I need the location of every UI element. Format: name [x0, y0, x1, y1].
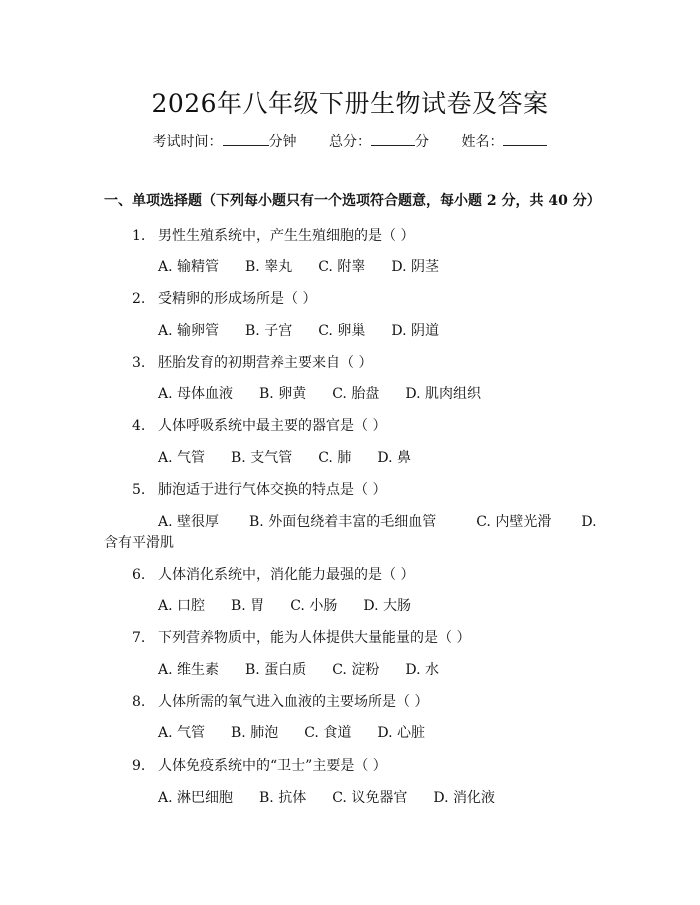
question [132, 755, 387, 775]
exam-meta [0, 131, 700, 151]
score-blank[interactable] [371, 131, 415, 146]
question-number: 2. [132, 291, 146, 307]
option[interactable]: B. 支气管 [231, 450, 293, 466]
option[interactable]: B. 子宫 [245, 323, 293, 339]
score-field [329, 134, 433, 150]
option[interactable]: C. 胎盘 [332, 386, 380, 402]
option[interactable]: C. 肺 [318, 450, 352, 466]
option[interactable]: A. 维生素 [158, 662, 220, 678]
question-number: 3. [132, 355, 146, 371]
option[interactable]: D. [581, 514, 597, 530]
option[interactable]: C. 卵巢 [318, 323, 366, 339]
option[interactable]: C. 附睾 [318, 259, 366, 275]
question-options [158, 511, 597, 531]
option[interactable]: B. 肺泡 [231, 725, 279, 741]
option[interactable]: D. 大肠 [363, 598, 411, 614]
option[interactable]: A. 气管 [158, 450, 206, 466]
question-options [158, 595, 437, 615]
question-number: 8. [132, 694, 146, 710]
question-text: 肺泡适于进行气体交换的特点是（ ） [158, 482, 387, 498]
option[interactable]: D. 阴茎 [391, 259, 439, 275]
time-unit: 分钟 [268, 134, 297, 150]
score-unit: 分 [415, 134, 429, 150]
option[interactable]: B. 睾丸 [245, 259, 293, 275]
option[interactable]: B. 蛋白质 [245, 662, 307, 678]
option[interactable]: B. 卵黄 [259, 386, 307, 402]
page-title: 2026年八年级下册生物试卷及答案 [151, 89, 549, 118]
score-label: 总分： [329, 134, 371, 150]
question [132, 479, 386, 499]
name-field [461, 134, 547, 150]
option[interactable]: D. 鼻 [377, 450, 411, 466]
option[interactable]: A. 气管 [158, 725, 206, 741]
question-number: 6. [132, 567, 146, 583]
option[interactable]: C. 淀粉 [332, 662, 380, 678]
option[interactable]: A. 母体血液 [158, 386, 234, 402]
section-heading: 一、单项选择题（下列每小题只有一个选项符合题意，每小题 2 分，共 40 分） [104, 193, 601, 209]
question-options [158, 787, 521, 807]
name-label: 姓名： [461, 134, 504, 150]
question-text: 人体消化系统中，消化能力最强的是（ ） [158, 567, 415, 583]
option[interactable]: A. 壁很厚 [158, 514, 220, 530]
question-number: 5. [132, 482, 146, 498]
question-text: 人体呼吸系统中最主要的器官是（ ） [158, 418, 387, 434]
question [132, 415, 386, 435]
question-text: 下列营养物质中，能为人体提供大量能量的是（ ） [158, 630, 471, 646]
option[interactable]: D. 水 [405, 662, 439, 678]
question-options [158, 447, 437, 467]
time-field [153, 134, 301, 150]
question [132, 564, 414, 584]
option[interactable]: B. 胃 [231, 598, 265, 614]
question-number: 1. [132, 228, 146, 244]
question [132, 627, 470, 647]
option[interactable]: B. 抗体 [259, 790, 307, 806]
question-text: 胚胎发育的初期营养主要来自（ ） [158, 355, 373, 371]
question [132, 691, 428, 711]
option[interactable]: B. 外面包绕着丰富的毛细血管 [249, 514, 437, 530]
option[interactable]: C. 食道 [304, 725, 352, 741]
question [132, 352, 372, 372]
option[interactable]: C. 内壁光滑 [476, 514, 552, 530]
option[interactable]: A. 淋巴细胞 [158, 790, 234, 806]
question-text: 男性生殖系统中，产生生殖细胞的是（ ） [158, 228, 415, 244]
option[interactable]: D. 消化液 [433, 790, 495, 806]
option[interactable]: A. 口腔 [158, 598, 206, 614]
option[interactable]: C. 议免器官 [332, 790, 408, 806]
option[interactable]: D. 心脏 [377, 725, 425, 741]
option[interactable]: A. 输精管 [158, 259, 220, 275]
question-options [158, 320, 465, 340]
question [132, 288, 316, 308]
question-options [158, 659, 465, 679]
question-text: 人体免疫系统中的“卫士”主要是（ ） [158, 758, 387, 774]
question-number: 7. [132, 630, 146, 646]
option[interactable]: A. 输卵管 [158, 323, 220, 339]
question-options [158, 383, 507, 403]
question [132, 225, 414, 245]
option-continuation: 含有平滑肌 [104, 535, 174, 551]
question-options [158, 722, 451, 742]
time-blank[interactable] [223, 131, 269, 146]
question-text: 人体所需的氧气进入血液的主要场所是（ ） [158, 694, 429, 710]
time-label: 考试时间： [152, 134, 223, 150]
option[interactable]: C. 小肠 [290, 598, 338, 614]
option[interactable]: D. 肌肉组织 [405, 386, 481, 402]
question-number: 4. [132, 418, 146, 434]
option[interactable]: D. 阴道 [391, 323, 439, 339]
question-text: 受精卵的形成场所是（ ） [158, 291, 317, 307]
question-number: 9. [132, 758, 146, 774]
name-blank[interactable] [503, 131, 547, 146]
question-options [158, 256, 465, 276]
